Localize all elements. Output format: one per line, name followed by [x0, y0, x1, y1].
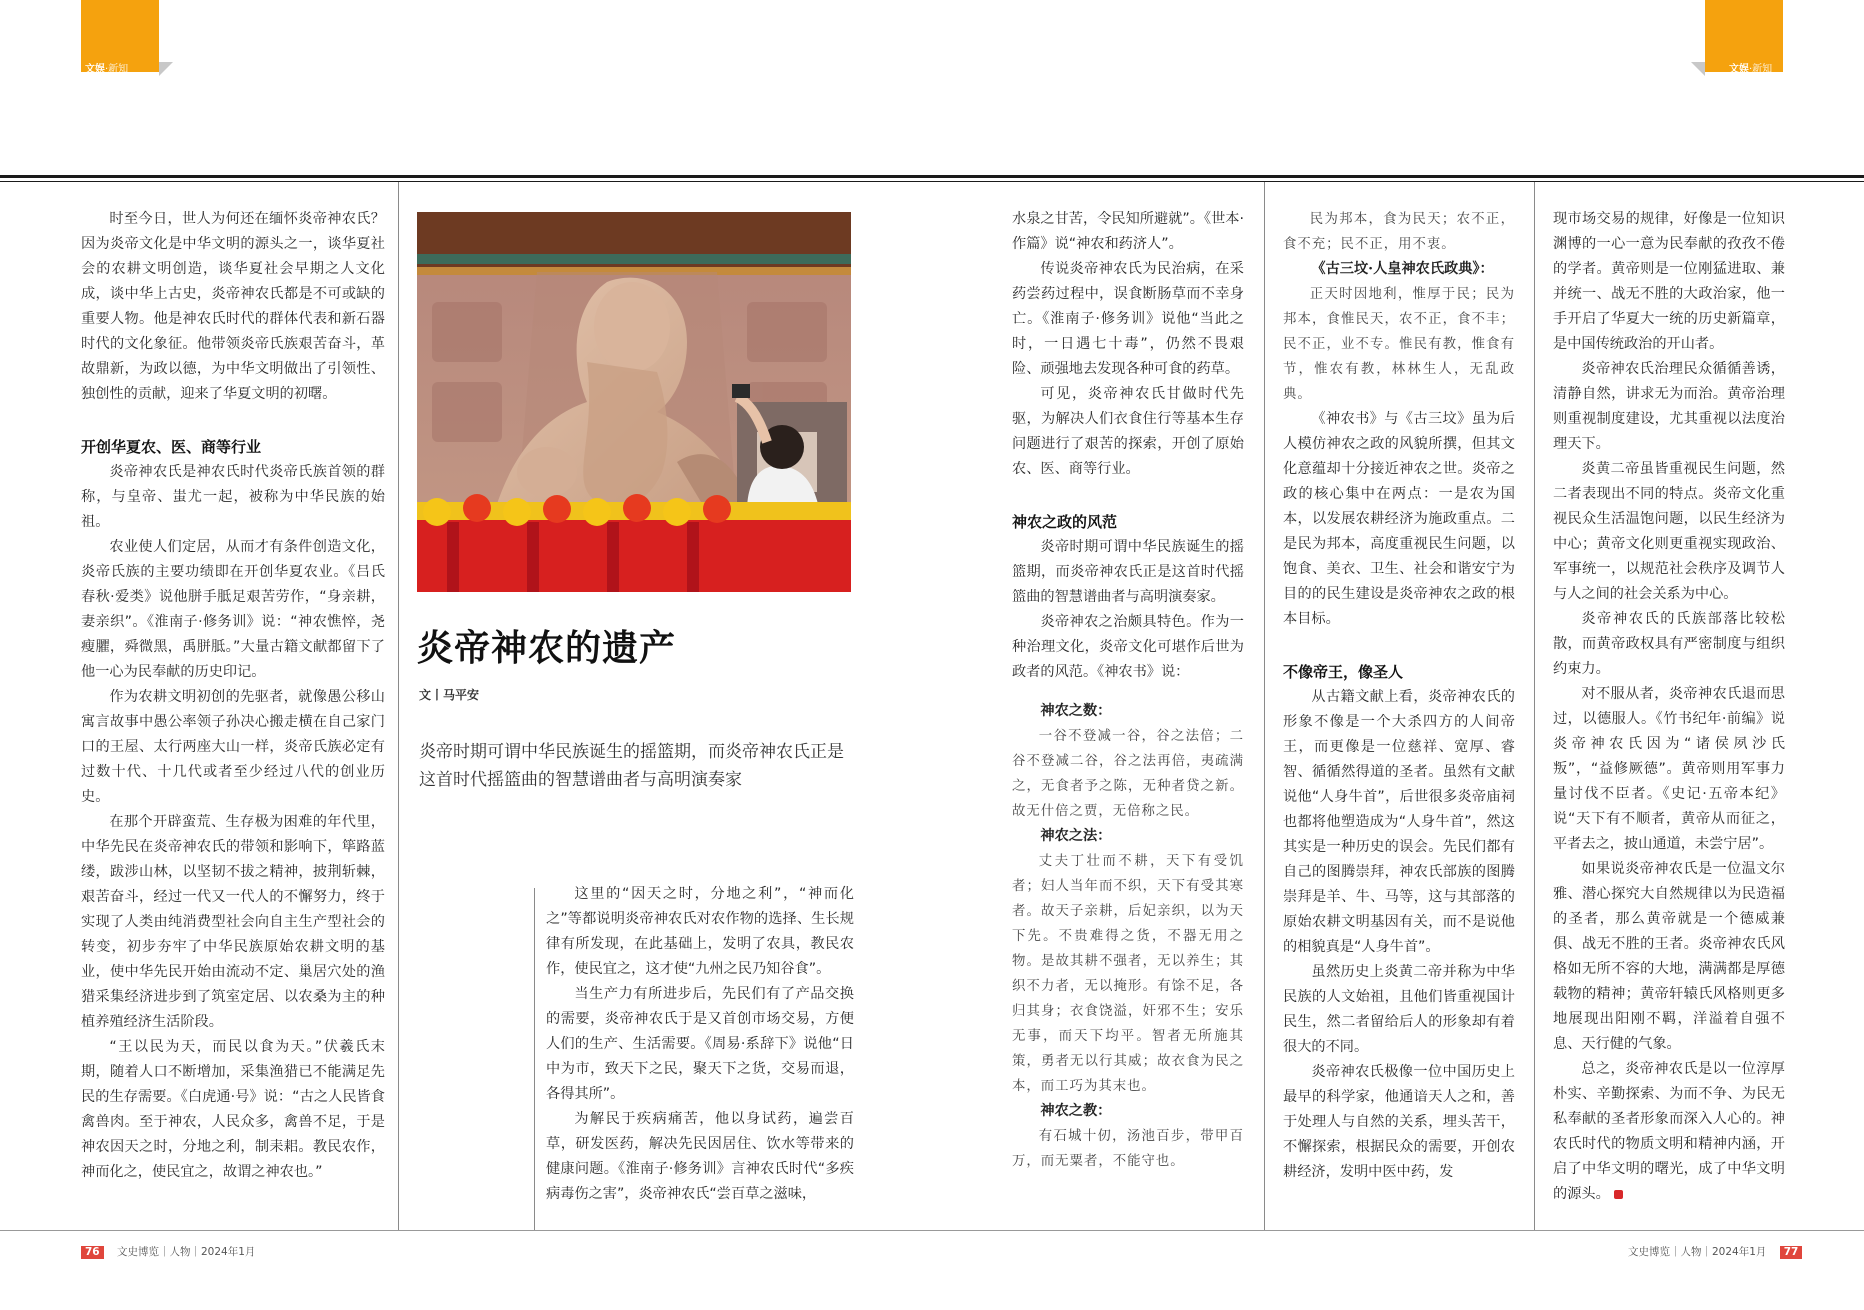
page-number-right: 77	[1780, 1246, 1803, 1259]
paragraph: 水泉之甘苦，令民知所避就”。《世本·作篇》说“神农和药济人”。	[1012, 211, 1244, 252]
page-number-left: 76	[81, 1246, 104, 1259]
paragraph: 炎黄二帝虽皆重视民生问题，然二者表现出不同的特点。炎帝文化重视民众生活温饱问题，以民生经济为中心；黄帝文化则更重视实现政治、军事统一，以规范社会秩序及调节人与人之间的社会关系为中心。	[1553, 461, 1785, 602]
footer-text-right: 文史博览｜人物｜2024年1月	[1628, 1246, 1767, 1258]
closing-paragraph-text: 总之，炎帝神农氏是以一位淳厚朴实、辛勤探索、为而不争、为民无私奉献的圣者形象而深入人心的。神农氏时代的物质文明和精神内涵，开启了中华文明的曙光，成了中华文明的源头。	[1553, 1061, 1785, 1202]
paragraph: 如果说炎帝神农氏是一位温文尔雅、潜心探究大自然规律以为民造福的圣者，那么黄帝就是一个德威兼俱、战无不胜的王者。炎帝神农氏风格如无所不容的大地，满满都是厚德载物的精神；黄帝轩辕氏风格则更多地展现出阳刚不羁，洋溢着自强不息、天行健的气象。	[1553, 861, 1785, 1052]
paragraph: 炎帝神农氏是神农氏时代炎帝氏族首领的群称，与皇帝、蚩尤一起，被称为中华民族的始祖。	[81, 464, 385, 530]
text-column-3	[1012, 207, 1244, 1174]
paragraph: 当生产力有所进步后，先民们有了产品交换的需要，炎帝神农氏于是又首创市场交易，方便人们的生产、生活需要。《周易·系辞下》说他“日中为市，致天下之民，聚天下之货，交易而退，各得其所”。	[546, 986, 854, 1102]
classic-title: 神农之法：	[1040, 828, 1112, 844]
classic-quote: 民为邦本，食为民天；农不正，食不充；民不正，用不衷。	[1283, 212, 1515, 252]
section-heading: 神农之政的风范	[1012, 513, 1118, 531]
paragraph: 传说炎帝神农氏为民治病，在采药尝药过程中，误食断肠草而不幸身亡。《淮南子·修务训》说他“当此之时，一日遇七十毒”，仍然不畏艰险、顽强地去发现各种可食的药草。	[1012, 261, 1244, 377]
paragraph: 对不服从者，炎帝神农氏退而思过，以德服人。《竹书纪年·前编》说炎帝神农氏因为“诸侯夙沙氏叛”，“益修厥德”。黄帝则用军事力量讨伐不臣者。《史记·五帝本纪》说“天下有不顺者，黄帝从而征之，平者去之，披山通道，未尝宁居”。	[1553, 686, 1785, 852]
paragraph: 从古籍文献上看，炎帝神农氏的形象不像是一个大杀四方的人间帝王，而更像是一位慈祥、宽厚、睿智、循循然得道的圣者。虽然有文献说他“人身牛首”，后世很多炎帝庙祠也都将他塑造成为“人身牛首”，然这其实是一种历史的误会。先民们都有自己的图腾崇拜，神农氏部族的图腾崇拜是羊、牛、马等，这与其部落的原始农耕文明基因有关，而不是说他的相貌真是“人身牛首”。	[1283, 689, 1515, 955]
classic-title: 神农之数：	[1040, 703, 1112, 719]
classic-quote: 一谷不登减一谷，谷之法倍；二谷不登减二谷，谷之法再倍，夷疏满之，无食者予之陈，无种者贷之新。故无什倍之贾，无倍称之民。	[1012, 729, 1244, 819]
end-mark-icon	[1614, 1190, 1623, 1199]
paragraph: 炎帝神农氏治理民众循循善诱，清静自然，讲求无为而治。黄帝治理则重视制度建设，尤其重视以法度治理天下。	[1553, 361, 1785, 452]
paragraph: 炎帝神农之治颇具特色。作为一种治理文化，炎帝文化可堪作后世为政者的风范。《神农书》说：	[1012, 614, 1244, 680]
paragraph: 作为农耕文明初创的先驱者，就像愚公移山寓言故事中愚公率领子孙决心搬走横在自己家门口的王屋、太行两座大山一样，炎帝氏族必定有过数十代、十几代或者至少经过八代的创业历史。	[81, 689, 385, 805]
statue-photo-illustration	[417, 212, 851, 592]
text-column-5	[1553, 207, 1785, 1207]
classic-title: 《古三坟·人皇神农氏政典》：	[1311, 261, 1494, 277]
bottom-rule	[0, 1230, 1864, 1231]
classic-title: 神农之教：	[1040, 1103, 1112, 1119]
column-divider	[534, 888, 535, 1230]
section-heading: 开创华夏农、医、商等行业	[81, 438, 262, 456]
text-column-2	[546, 882, 854, 1207]
footer-right	[1628, 1244, 1802, 1259]
top-rule-thin	[0, 181, 1864, 182]
tab-corner-left	[159, 62, 173, 76]
tab-corner-right	[1691, 62, 1705, 76]
paragraph: 现市场交易的规律，好像是一位知识渊博的一心一意为民奉献的孜孜不倦的学者。黄帝则是一位刚猛进取、兼并统一、战无不胜的大政治家，他一手开启了华夏大一统的历史新篇章，是中国传统政治的开山者。	[1553, 211, 1785, 352]
paragraph: 炎帝神农氏极像一位中国历史上最早的科学家，他通谙天人之和，善于处理人与自然的关系，埋头苦干，不懈探索，根据民众的需要，开创农耕经济，发明中医中药，发	[1283, 1064, 1515, 1180]
paragraph: 《神农书》与《古三坟》虽为后人模仿神农之政的风貌所撰，但其文化意蕴却十分接近神农之世。炎帝之政的核心集中在两点：一是农为国本，以发展农耕经济为施政重点。二是民为邦本，高度重视民生问题，以饱食、美衣、卫生、社会和谐安宁为目的的民生建设是炎帝神农之政的根本目标。	[1283, 411, 1515, 627]
column-divider	[398, 182, 399, 1230]
paragraph: 炎帝时期可谓中华民族诞生的摇篮期，而炎帝神农氏正是这首时代摇篮曲的智慧谱曲者与高明演奏家。	[1012, 539, 1244, 605]
paragraph: 炎帝神农氏的氏族部落比较松散，而黄帝政权具有严密制度与组织约束力。	[1553, 611, 1785, 677]
paragraph	[1553, 1057, 1785, 1207]
column-divider	[1534, 182, 1535, 1230]
section-label-right: 文娱·新知	[1729, 64, 1773, 75]
text-column-1	[81, 207, 385, 1185]
article-title: 炎帝神农的遗产	[417, 628, 677, 669]
footer-text-left: 文史博览｜人物｜2024年1月	[116, 1246, 256, 1258]
classic-quote: 正天时因地利，惟厚于民；民为邦本，食惟民天，农不正，食不丰；民不正，业不专。惟民有教，惟食有节，惟农有教，林林生人，无乱政典。	[1283, 287, 1515, 402]
statue-photo	[417, 212, 851, 592]
paragraph: 时至今日，世人为何还在缅怀炎帝神农氏？因为炎帝文化是中华文明的源头之一，谈华夏社会的农耕文明创造，谈华夏社会早期之人文化成，谈中华上古史，炎帝神农氏都是不可或缺的重要人物。他是神农氏时代的群体代表和新石器时代的文化象征。他带领炎帝氏族艰苦奋斗，革故鼎新，为政以德，为中华文明做出了引领性、独创性的贡献，迎来了华夏文明的初曙。	[81, 211, 385, 402]
section-label-left: 文娱·新知	[85, 64, 129, 75]
article-byline: 文丨马平安	[419, 688, 480, 702]
text-column-4	[1283, 207, 1515, 1185]
paragraph: 在那个开辟蛮荒、生存极为困难的年代里，中华先民在炎帝神农氏的带领和影响下，筚路蓝缕，跋涉山林，以坚韧不拔之精神，披荆斩棘，艰苦奋斗，经过一代又一代人的不懈努力，终于实现了人类由纯消费型社会向自主生产型社会的转变，初步夯牢了中华民族原始农耕文明的基业，使中华先民开始由流动不定、巢居穴处的渔猎采集经济进步到了筑室定居、以农桑为主的种植养殖经济生活阶段。	[81, 814, 385, 1030]
article-lead: 炎帝时期可谓中华民族诞生的摇篮期，而炎帝神农氏正是这首时代摇篮曲的智慧谱曲者与高明演奏家	[419, 742, 844, 790]
paragraph: 可见，炎帝神农氏甘做时代先驱，为解决人们衣食住行等基本生存问题进行了艰苦的探索，开创了原始农、医、商等行业。	[1012, 386, 1244, 477]
classic-quote: 有石城十仞，汤池百步，带甲百万，而无粟者，不能守也。	[1012, 1129, 1244, 1169]
paragraph: 虽然历史上炎黄二帝并称为中华民族的人文始祖，且他们皆重视国计民生，然二者留给后人的形象却有着很大的不同。	[1283, 964, 1515, 1055]
column-divider	[1264, 182, 1265, 1230]
section-heading: 不像帝王，像圣人	[1283, 663, 1404, 681]
paragraph: 为解民于疾病痛苦，他以身试药，遍尝百草，研发医药，解决先民因居住、饮水等带来的健康问题。《淮南子·修务训》言神农氏时代“多疾病毒伤之害”，炎帝神农氏“尝百草之滋味，	[546, 1111, 854, 1202]
top-rule-thick	[0, 175, 1864, 178]
paragraph: 农业使人们定居，从而才有条件创造文化，炎帝氏族的主要功绩即在开创华夏农业。《吕氏春秋·爱类》说他胼手胝足艰苦劳作，“身亲耕，妻亲织”。《淮南子·修务训》说：“神农憔悴，尧瘦臞，舜微黑，禹胼胝。”大量古籍文献都留下了他一心为民奉献的历史印记。	[81, 539, 385, 680]
classic-quote: 丈夫丁壮而不耕，天下有受饥者；妇人当年而不织，天下有受其寒者。故天子亲耕，后妃亲织，以为天下先。不贵难得之货，不器无用之物。是故其耕不强者，无以养生；其织不力者，无以掩形。有馀不足，各归其身；衣食饶溢，奸邪不生；安乐无事，而天下均平。智者无所施其策，勇者无以行其威；故衣食为民之本，而工巧为其末也。	[1012, 854, 1244, 1094]
paragraph: 这里的“因天之时，分地之利”，“神而化之”等都说明炎帝神农氏对农作物的选择、生长规律有所发现，在此基础上，发明了农具，教民农作，使民宜之，这才使“九州之民乃知谷食”。	[546, 886, 854, 977]
paragraph: “王以民为天，而民以食为天。”伏羲氏末期，随着人口不断增加，采集渔猎已不能满足先民的生存需要。《白虎通·号》说：“古之人民皆食禽兽肉。至于神农，人民众多，禽兽不足，于是神农因天之时，分地之利，制耒耜。教民农作，神而化之，使民宜之，故谓之神农也。”	[81, 1039, 385, 1180]
footer-left	[81, 1244, 255, 1259]
